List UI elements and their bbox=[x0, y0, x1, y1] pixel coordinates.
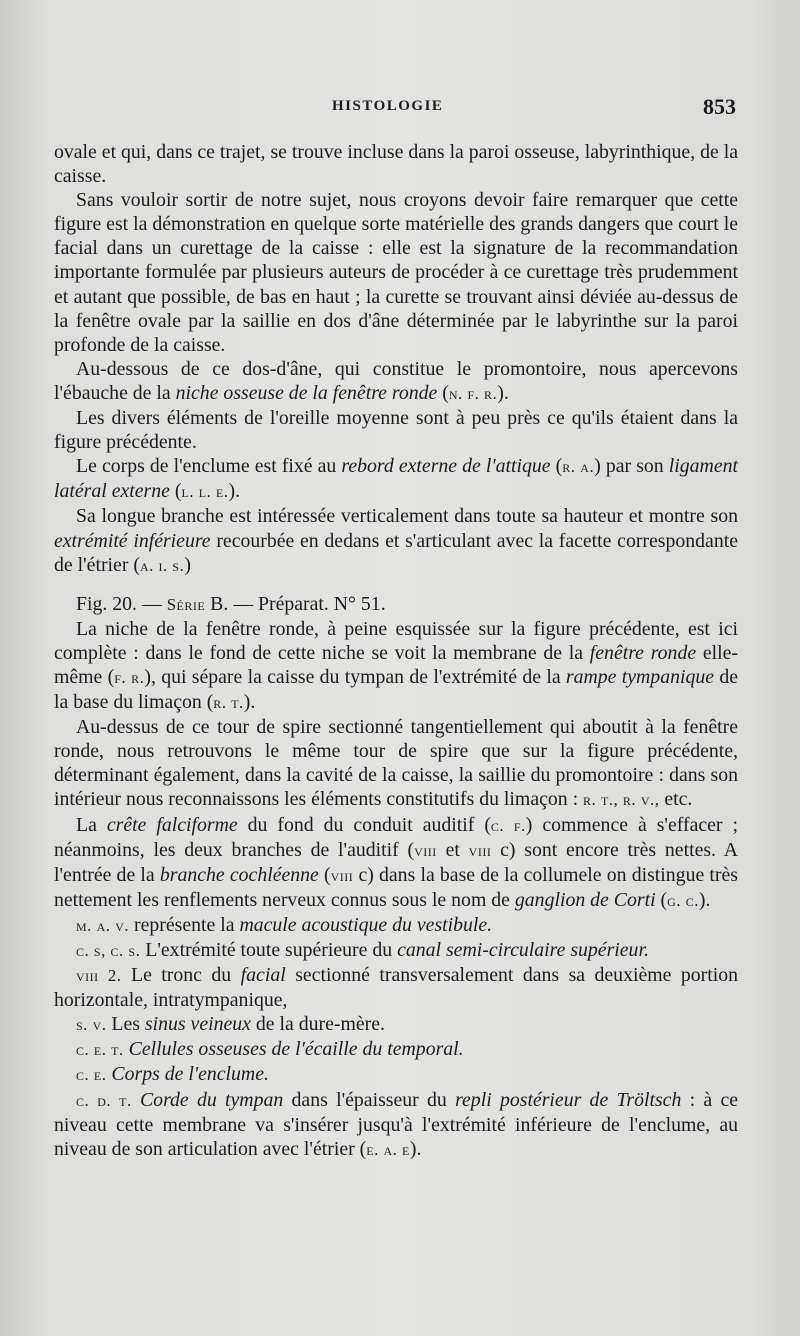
text-run: etc. bbox=[659, 788, 693, 811]
text-run: ovale et qui, dans ce trajet, se trouve incluse dans la paroi osseuse, labyrinthique, de la caisse. bbox=[54, 141, 738, 188]
text-run: et bbox=[436, 838, 469, 861]
abbreviation: n. f. r. bbox=[448, 383, 498, 403]
paragraph-p5 bbox=[54, 454, 738, 504]
text-run: ). bbox=[698, 888, 711, 911]
text-run: ) par son bbox=[594, 455, 669, 478]
abbreviation: c. e. t. bbox=[76, 1040, 124, 1060]
italic-term: Corde du tympan bbox=[139, 1088, 284, 1111]
abbreviation: s. v. bbox=[76, 1015, 107, 1035]
abbreviation: viii 2. bbox=[76, 966, 122, 986]
abbreviation: r. a. bbox=[562, 457, 595, 477]
italic-term: Cellules osseuses de l'écaille du temporal. bbox=[128, 1038, 464, 1061]
abbreviation: m. a. v. bbox=[76, 915, 130, 935]
page-number: 853 bbox=[703, 94, 736, 119]
paragraph-p9 bbox=[54, 715, 738, 812]
italic-term: crête falciforme bbox=[106, 813, 238, 836]
text-run: représente la bbox=[129, 913, 240, 936]
abbreviation: c. d. t. bbox=[76, 1090, 132, 1110]
abbreviation: c. s, c. s. bbox=[76, 941, 141, 960]
abbreviation: viii bbox=[330, 865, 354, 885]
text-run: Au-dessus de ce tour de spire sectionné tangentiellement qui aboutit à la fenêtre ronde, nous retrouvons le même tour de spire que sur la figure précédente, déterminant également, dans la cavité de la caisse, la saillie du promontoire : dans son intérieur nous reconnaissons les éléments constitutifs du limaçon : bbox=[54, 716, 738, 811]
text-run: B. — Préparat. N° 51. bbox=[205, 592, 386, 615]
text-run: La bbox=[76, 813, 107, 836]
italic-term: niche osseuse de la fenêtre ronde bbox=[175, 381, 438, 404]
text-run: ). bbox=[228, 480, 241, 503]
text-run: elle-même ( bbox=[54, 641, 738, 688]
paragraph-p16 bbox=[54, 1062, 738, 1087]
text-run: du fond du conduit auditif ( bbox=[237, 813, 491, 836]
body-text bbox=[54, 140, 738, 1162]
text-run: La niche de la fenêtre ronde, à peine esquissée sur la figure précédente, est ici complète : dans le fond de cette niche se voit la membrane de la bbox=[54, 617, 738, 664]
text-run: ). bbox=[409, 1137, 422, 1160]
italic-term: repli postérieur de Tröltsch bbox=[455, 1088, 682, 1111]
italic-term: sinus veineux bbox=[144, 1013, 251, 1036]
text-run: de la dure-mère. bbox=[250, 1013, 385, 1036]
paragraph-p10 bbox=[54, 813, 738, 913]
italic-term: canal semi-circulaire supérieur. bbox=[397, 939, 649, 961]
text-run: Sa longue branche est intéressée verticalement dans toute sa hauteur et montre son bbox=[76, 505, 738, 528]
text-run: ( bbox=[318, 863, 331, 886]
text-run: de la base du limaçon ( bbox=[54, 665, 739, 714]
paragraph-p11 bbox=[54, 913, 738, 938]
abbreviation: c. e. bbox=[76, 1065, 107, 1085]
text-run: ( bbox=[437, 381, 449, 404]
text-run: sectionné transversalement dans sa deuxième portion horizontale, intratympanique, bbox=[54, 964, 739, 1012]
paragraph-p8 bbox=[54, 617, 738, 715]
text-run: : à ce niveau cette membrane va s'insérer jusqu'à l'extrémité inférieure de l'enclume, au niveau de son articulation avec l'étrier ( bbox=[54, 1088, 739, 1160]
text-run: ( bbox=[550, 455, 563, 478]
text-run: ). bbox=[243, 691, 256, 714]
text-run: c) sont encore très nettes. A l'entrée de la bbox=[54, 838, 738, 886]
abbreviation: c. f. bbox=[490, 815, 526, 835]
paragraph-p14 bbox=[54, 1012, 738, 1037]
text-run: ), qui sépare la caisse du tympan de l'extrémité de la bbox=[144, 665, 566, 688]
text-run: dans l'épaisseur du bbox=[283, 1088, 456, 1111]
italic-term: macule acoustique du vestibule. bbox=[239, 913, 493, 936]
italic-term: Corps de l'enclume. bbox=[111, 1063, 269, 1086]
paragraph-p13 bbox=[54, 963, 738, 1012]
abbreviation: l. l. e. bbox=[181, 482, 229, 502]
text-run: ) bbox=[184, 553, 191, 576]
page-header bbox=[56, 94, 736, 134]
abbreviation: viii bbox=[414, 840, 437, 860]
paragraph-p4 bbox=[54, 406, 738, 454]
text-run: c) dans la base de la collumele on distingue très nettement les renflements nerveux connus sous le nom de bbox=[54, 863, 738, 911]
text-run: Au-dessous de ce dos-d'âne, qui constitue le promontoire, nous apercevons l'ébauche de la bbox=[54, 357, 738, 404]
paragraph-p1 bbox=[54, 140, 738, 188]
text-run: Fig. 20. — bbox=[76, 592, 167, 615]
abbreviation: a. i. s. bbox=[139, 555, 185, 575]
italic-term: rampe tympanique bbox=[565, 665, 715, 688]
text-run: ) commence à s'effacer ; néanmoins, les deux branches de l'auditif ( bbox=[54, 813, 738, 861]
abbreviation: e. a. e bbox=[366, 1139, 410, 1159]
paragraph-p7 bbox=[54, 592, 738, 617]
text-run: Le tronc du bbox=[121, 964, 241, 987]
italic-term: fenêtre ronde bbox=[589, 641, 697, 664]
paragraph-p12 bbox=[54, 938, 738, 963]
paragraph-p6 bbox=[54, 504, 738, 577]
italic-term: extrémité inférieure bbox=[54, 529, 211, 552]
italic-term: ligament latéral externe bbox=[54, 455, 738, 503]
text-run: ( bbox=[169, 480, 182, 503]
abbreviation: Série bbox=[166, 594, 206, 614]
text-run: L'extrémité toute supérieure du bbox=[140, 939, 398, 961]
text-run: recourbée en dedans et s'articulant avec la facette correspondante de l'étrier ( bbox=[54, 529, 738, 576]
abbreviation: r. t., r. v., bbox=[583, 790, 660, 810]
paragraph-p17 bbox=[54, 1088, 738, 1162]
italic-term: branche cochléenne bbox=[159, 863, 319, 886]
italic-term: facial bbox=[240, 964, 286, 987]
text-run: Les divers éléments de l'oreille moyenne sont à peu près ce qu'ils étaient dans la figure précédente. bbox=[54, 407, 738, 454]
text-run: ). bbox=[497, 381, 509, 404]
abbreviation: r. t. bbox=[213, 693, 244, 713]
text-run: Le corps de l'enclume est fixé au bbox=[76, 455, 342, 478]
running-title: HISTOLOGIE bbox=[332, 98, 444, 114]
abbreviation: f. r. bbox=[114, 667, 145, 687]
paragraph-p15 bbox=[54, 1037, 738, 1062]
text-run bbox=[132, 1089, 140, 1111]
paragraph-p2 bbox=[54, 188, 738, 357]
paragraph-p3 bbox=[54, 357, 738, 406]
italic-term: rebord externe de l'attique bbox=[341, 455, 551, 478]
text-run: ( bbox=[655, 888, 668, 911]
text-run: Les bbox=[106, 1013, 145, 1036]
abbreviation: g. c. bbox=[667, 890, 699, 910]
italic-term: ganglion de Corti bbox=[514, 888, 656, 911]
text-run: Sans vouloir sortir de notre sujet, nous croyons devoir faire remarquer que cette figure est la démonstration en quelque sorte matérielle des grands dangers que court le facial dans un curettage de la caisse : elle est la signature de la recommandation importante formulée par plusieurs auteurs de procéder à ce curettage très prudemment et autant que possible, de bas en haut ; la curette se trouvant ainsi déviée au-dessus de la fenêtre ovale par la saillie en dos d'âne déterminée par le labyrinthe sur la paroi profonde de la caisse. bbox=[54, 189, 738, 356]
abbreviation: viii bbox=[468, 840, 492, 860]
